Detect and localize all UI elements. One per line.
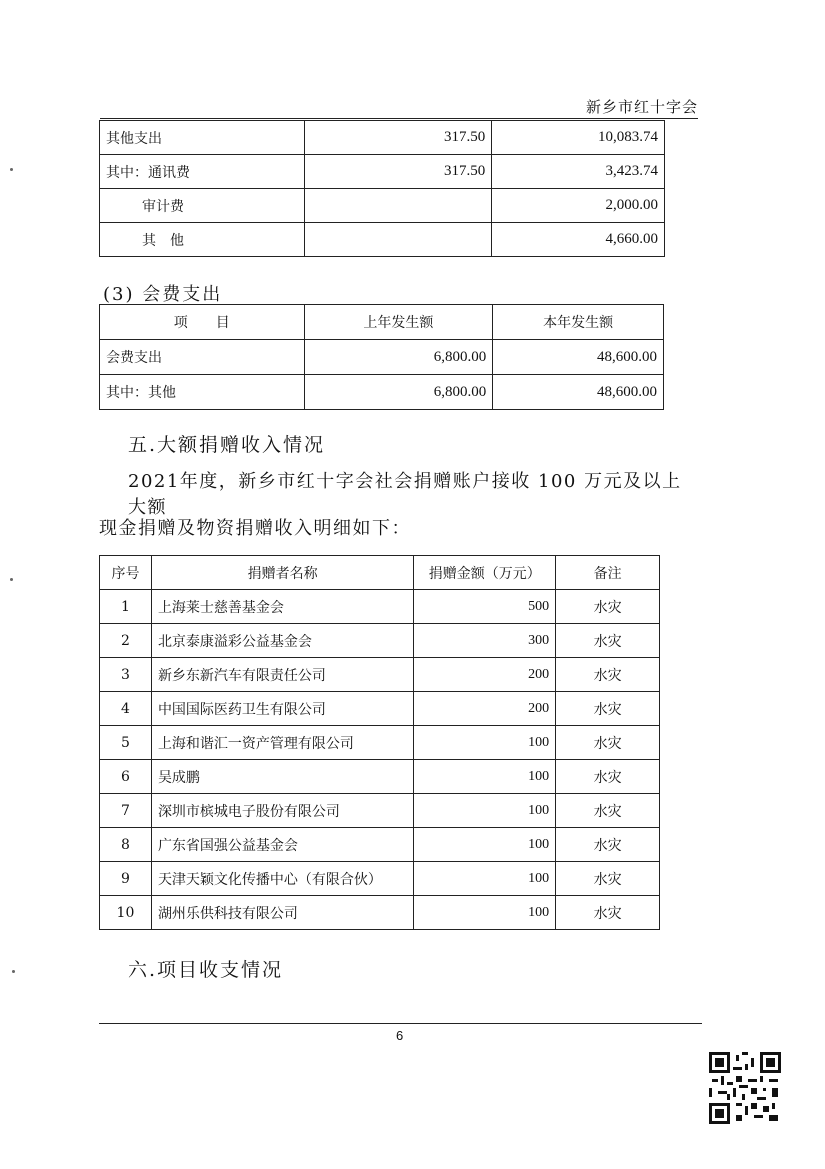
donor-name: 深圳市槟城电子股份有限公司 (151, 794, 413, 828)
remark: 水灾 (556, 658, 660, 692)
prev-amount (304, 189, 492, 223)
qr-code-icon (709, 1052, 781, 1124)
prev-amount: 6,800.00 (304, 375, 493, 410)
table-row (100, 121, 665, 155)
donor-name: 吴成鹏 (151, 760, 413, 794)
footer-rule (99, 1023, 702, 1024)
donor-name: 湖州乐供科技有限公司 (151, 896, 413, 930)
scan-speck (12, 970, 15, 973)
row-label: 会费支出 (100, 340, 305, 375)
table-header-row (100, 305, 664, 340)
donation-amount: 100 (414, 760, 556, 794)
donor-name: 上海和谐汇一资产管理有限公司 (151, 726, 413, 760)
remark: 水灾 (556, 692, 660, 726)
row-index: 10 (100, 896, 152, 930)
row-index: 8 (100, 828, 152, 862)
remark: 水灾 (556, 896, 660, 930)
remark: 水灾 (556, 624, 660, 658)
donation-amount: 100 (414, 862, 556, 896)
row-index: 4 (100, 692, 152, 726)
donor-name: 新乡东新汽车有限责任公司 (151, 658, 413, 692)
column-header: 捐赠者名称 (151, 556, 413, 590)
subsection-heading: (3) 会费支出 (103, 284, 223, 305)
row-index: 1 (100, 590, 152, 624)
table-row (100, 155, 665, 189)
remark: 水灾 (556, 590, 660, 624)
curr-amount: 3,423.74 (492, 155, 665, 189)
other-expense-table (99, 120, 665, 257)
donor-name: 广东省国强公益基金会 (151, 828, 413, 862)
prev-amount (304, 223, 492, 257)
table-row (100, 828, 660, 862)
header-rule (100, 118, 698, 119)
table-row (100, 726, 660, 760)
table-row (100, 624, 660, 658)
header-org: 新乡市红十字会 (585, 98, 698, 116)
column-header: 本年发生额 (493, 305, 664, 340)
section-title: 六.项目收支情况 (128, 959, 284, 981)
row-index: 5 (100, 726, 152, 760)
remark: 水灾 (556, 828, 660, 862)
membership-fee-table (99, 304, 664, 410)
row-label: 其 他 (100, 223, 305, 257)
table-row (100, 340, 664, 375)
remark: 水灾 (556, 760, 660, 794)
donor-name: 中国国际医药卫生有限公司 (151, 692, 413, 726)
donation-amount: 100 (414, 828, 556, 862)
table-row (100, 760, 660, 794)
row-label: 其中：通讯费 (100, 155, 305, 189)
donation-table (99, 555, 660, 930)
remark: 水灾 (556, 794, 660, 828)
scan-speck (10, 578, 13, 581)
table-row (100, 794, 660, 828)
remark: 水灾 (556, 862, 660, 896)
column-header: 备注 (556, 556, 660, 590)
paragraph-line: 2021年度，新乡市红十字会社会捐赠账户接收 100 万元及以上大额 (128, 471, 682, 518)
row-index: 9 (100, 862, 152, 896)
table-row (100, 590, 660, 624)
row-index: 3 (100, 658, 152, 692)
table-row (100, 375, 664, 410)
table-header-row (100, 556, 660, 590)
donation-amount: 100 (414, 794, 556, 828)
donation-amount: 300 (414, 624, 556, 658)
donor-name: 上海莱士慈善基金会 (151, 590, 413, 624)
column-header: 上年发生额 (304, 305, 493, 340)
section-title: 五.大额捐赠收入情况 (128, 434, 326, 456)
curr-amount: 2,000.00 (492, 189, 665, 223)
donation-amount: 200 (414, 658, 556, 692)
table-row (100, 896, 660, 930)
donation-amount: 100 (414, 726, 556, 760)
curr-amount: 10,083.74 (492, 121, 665, 155)
prev-amount: 317.50 (304, 121, 492, 155)
row-index: 6 (100, 760, 152, 794)
row-label: 其中：其他 (100, 375, 305, 410)
donor-name: 天津天颖文化传播中心（有限合伙） (151, 862, 413, 896)
scan-speck (10, 168, 13, 171)
prev-amount: 6,800.00 (304, 340, 493, 375)
row-index: 2 (100, 624, 152, 658)
column-header: 项 目 (100, 305, 305, 340)
remark: 水灾 (556, 726, 660, 760)
column-header: 捐赠金额（万元） (414, 556, 556, 590)
row-label: 其他支出 (100, 121, 305, 155)
prev-amount: 317.50 (304, 155, 492, 189)
table-row (100, 658, 660, 692)
curr-amount: 48,600.00 (493, 340, 664, 375)
table-row (100, 189, 665, 223)
table-row (100, 223, 665, 257)
curr-amount: 48,600.00 (493, 375, 664, 410)
table-row (100, 862, 660, 896)
donation-amount: 200 (414, 692, 556, 726)
donor-name: 北京泰康溢彩公益基金会 (151, 624, 413, 658)
row-label: 审计费 (100, 189, 305, 223)
row-index: 7 (100, 794, 152, 828)
donation-amount: 100 (414, 896, 556, 930)
page-number: 6 (396, 1028, 404, 1043)
paragraph-line: 现金捐赠及物资捐赠收入明细如下： (99, 518, 411, 539)
donation-amount: 500 (414, 590, 556, 624)
column-header: 序号 (100, 556, 152, 590)
curr-amount: 4,660.00 (492, 223, 665, 257)
table-row (100, 692, 660, 726)
